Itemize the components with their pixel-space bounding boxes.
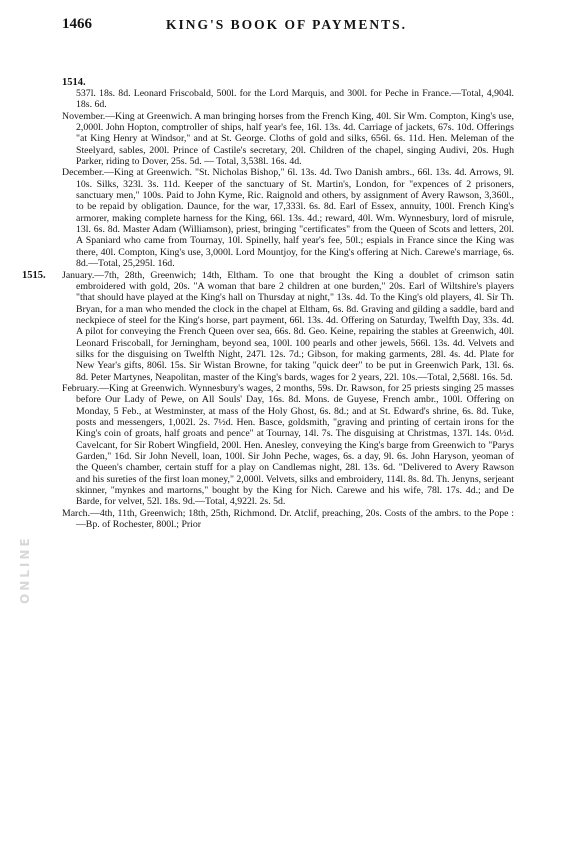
entry-text: November.—King at Greenwich. A man bringing horses from the French King, 40l. Sir Wm. Compton, King's use, 2,000l. John Hopton, comptroller of ships, half year's fee, 16l. 13s. 4d. Carriage of jackets, 67s. 10d. Offerings "at King Henry at Windsor," and at St. George. Cloths of gold and silks, 656l. 6s. 11d. Hen. Meleman of the Steelyard, sables, 200l. Prince of Castile's secretary, 20l. Children of the chapel, singing Audivi, 20s. Hugh Parker, riding to Dover, 25s. 5d. — Total, 3,538l. 16s. 4d. [62, 110, 514, 168]
entry-text: 537l. 18s. 8d. Leonard Friscobald, 500l. for the Lord Marquis, and 300l. for Peche in France.—Total, 4,904l. 18s. 6d. [76, 88, 514, 111]
page-header [62, 16, 511, 36]
running-title: KING'S BOOK OF PAYMENTS. [165, 17, 408, 32]
entry-text: January.—7th, 28th, Greenwich; 14th, Eltham. To one that brought the King a doublet of crimson satin embroidered with gold, 20s. "A woman that bare 2 children at one burden," 20s. Earl of Wiltshire's players "that should have played at the King's hall on Thursday at night," 13s. 4d. To the King's old players, 4l. Sir Th. Bryan, for a man who mended the clock in the chapel at Eltham, 6s. 8d. Graving and gilding a saddle, bard and neckpiece of steel for the King's horse, part payment, 66l. 13s. 4d. Offering on Saturday, Twelfth Day, 33s. 4d. A pilot for conveying the French Queen over sea, 66s. 8d. Geo. Keine, repairing the stables at Greenwich, 40l. Leonard Friscoball, for Jerningham, beyond sea, 100l. 100 pearls and other jewels, 566l. 13s. 4d. Velvets and silks for the disguising on Twelfth Night, 247l. 12s. 7d.; Gibson, for making garments, 28l. 4s. 4d. Plate for New Year's gifts, 806l. 15s. Sir Wistan Browne, for taking "quick deer" to be put in Greenwich Park, 13l. 6s. 8d. Peter Martynes, Neapolitan, master of the King's bards, wages for 2 years, 22l. 10s.—Total, 2,568l. 16s. 5d. [62, 269, 514, 383]
page-body [62, 88, 514, 530]
year-label-1514: 1514. [62, 77, 86, 88]
entry-text: February.—King at Greenwich. Wynnesbury's wages, 2 months, 59s. Dr. Rawson, for 25 priests singing 25 masses before Our Lady of Pewe, on All Souls' Day, 16s. 8d. Mons. de Guyese, French ambr., 100l. Offering on Monday, 5 Feb., at Westminster, at mass of the Holy Ghost, 6s. 8d.; and at St. Edward's shrine, 6s. 8d. Tuke, posts and messengers, 1,002l. 2s. 7½d. Hen. Basce, goldsmith, "graving and printing of certain irons for the King's coin of groats, half groats and pence" at Tournay, 14l. 7s. The disguising at Christmas, 137l. 14s. 0½d. Cavelcant, for Sir Robert Wingfield, 200l. Hen. Anesley, conveying the King's barge from Greenwich to "Parys Garden," 16d. Sir John Nevell, loan, 100l. Sir John Peche, wages, 6s. a day, 9l. 6s. John Haryson, yeoman of the Queen's chamber, certain stuff for a play on Candlemas night, 28l. 13s. 6d. "Delivered to Avery Rawson and his sureties of the first loan money," 2,000l. Velvets, silks and embroidery, 114l. 8s. 8d. Th. Jenyns, serjeant skinner, "mynkes and martorns," bought by the King for Nich. Carewe and his wife, 78l. 17s. 4d.; and De Barde, for velvet, 52l. 18s. 9d.—Total, 4,922l. 2s. 5d. [62, 382, 514, 508]
entry-december [62, 167, 514, 269]
entry-continuation [62, 88, 514, 111]
entry-november [62, 111, 514, 168]
page-number: 1466 [62, 16, 92, 32]
library-stamp: ONLINE [18, 535, 32, 605]
entry-march [62, 508, 514, 531]
entry-text: December.—King at Greenwich. "St. Nicholas Bishop," 6l. 13s. 4d. Two Danish ambrs., 66l. 13s. 4d. Arrows, 9l. 10s. Silks, 323l. 3s. 11d. Keeper of the sanctuary of St. Martin's, London, for "expences of 2 prisoners, sanctuary men," 100s. Paid to John Kyme, Ric. Raignold and others, by assignment of Avery Rawson, 3,360l., to be repaid by obligation. Daunce, for the war, 17,333l. 6s. 8d. Earl of Essex, annuity, 100l. French King's armorer, making complete harness for the King, 66l. 13s. 4d.; reward, 40l. Wm. Wynnesbury, lord of misrule, 13l. 6s. 8d. Master Adam (Williamson), priest, bringing "certificates" from the Queen of Scots and letters, 20l. A Spaniard who came from Tournay, 10l. Spinelly, half year's fee, 50l.; espials in France since the King was there, 40l. Compton, King's use, 3,000l. Lord Mountjoy, for the King's offering at Nich. Carewe's marriage, 6s. 8d.—Total, 25,295l. 16d. [62, 167, 514, 270]
year-label-1515: 1515. [22, 269, 46, 281]
entry-february [62, 383, 514, 508]
entry-text: March.—4th, 11th, Greenwich; 18th, 25th, Richmond. Dr. Atclif, preaching, 20s. Costs of the ambrs. to the Pope :—Bp. of Rochester, 800l.; Prior [62, 507, 514, 531]
entry-january [62, 270, 514, 383]
